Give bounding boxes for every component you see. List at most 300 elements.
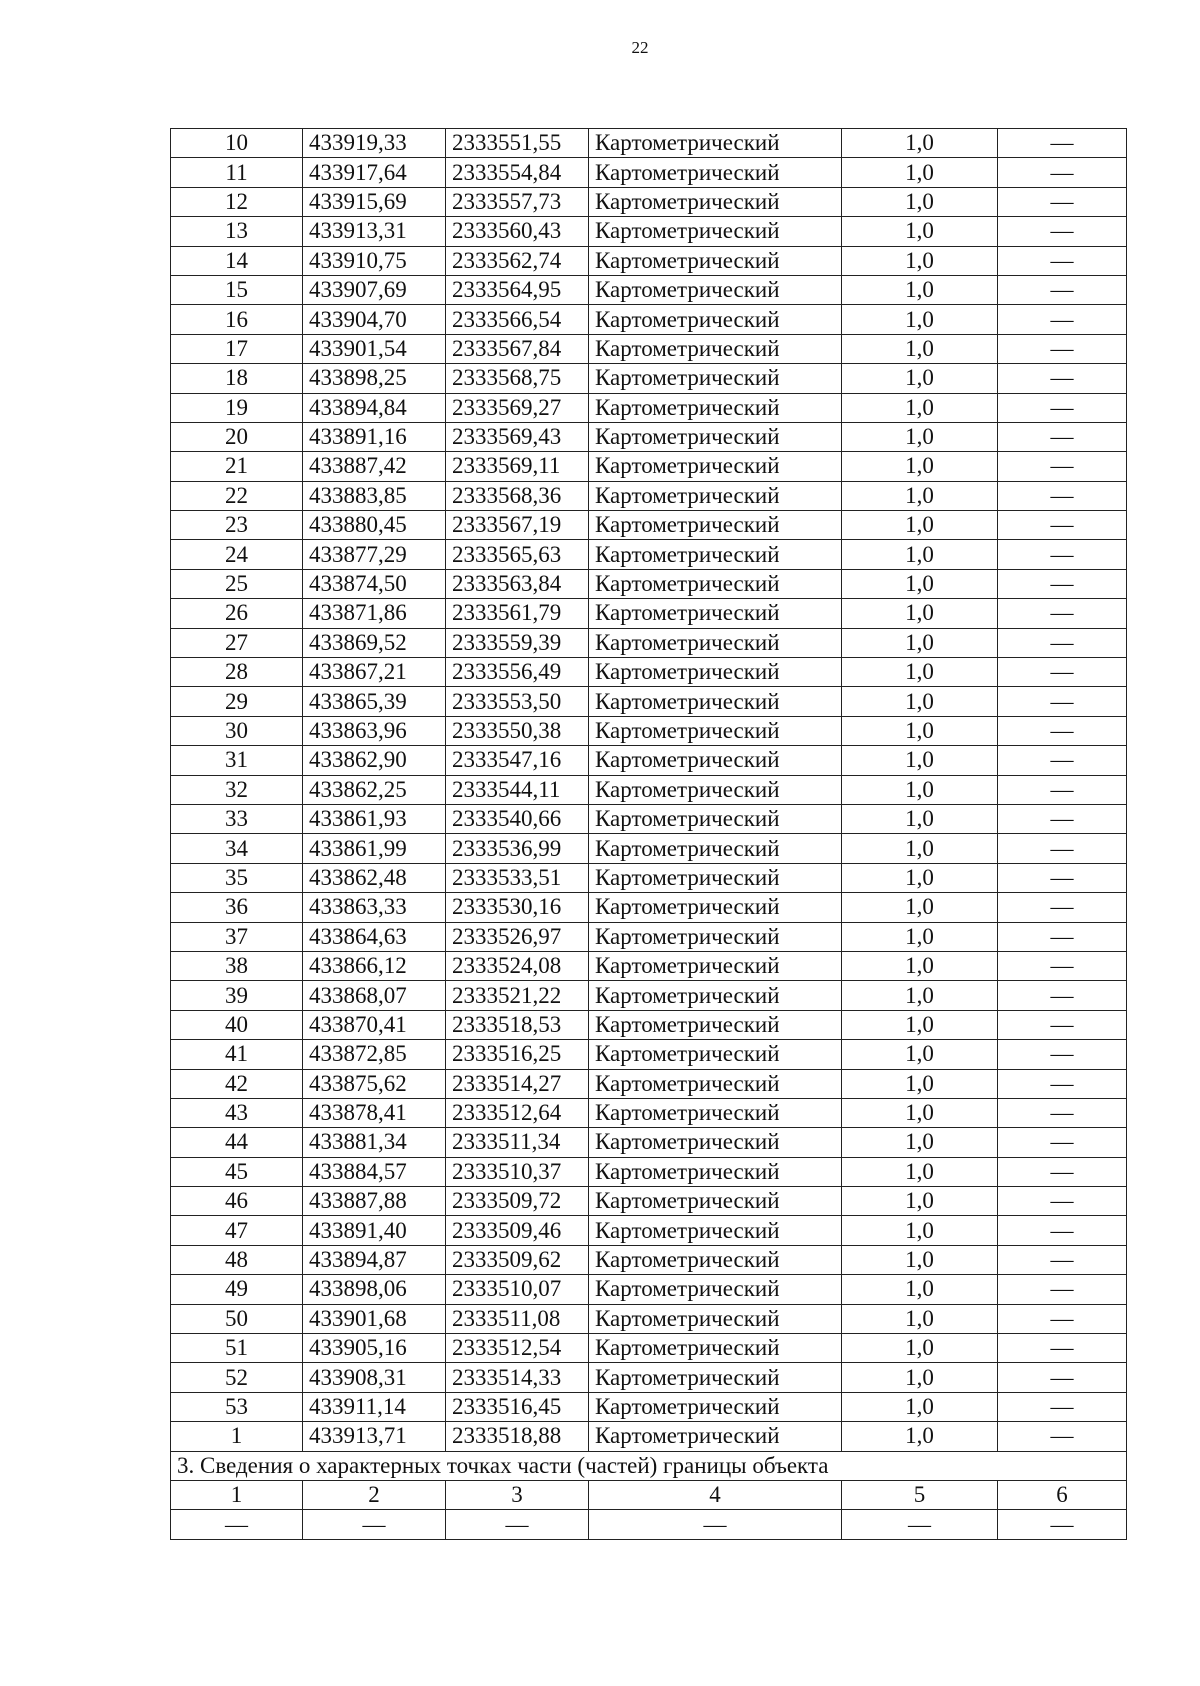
x-coordinate-cell: 433913,31 [303,217,446,246]
description-cell: — [998,1275,1127,1304]
method-cell: Картометрический [589,334,842,363]
accuracy-cell: 1,0 [842,1010,998,1039]
section-3-title: 3. Сведения о характерных точках части (частей) границы объекта [171,1451,1127,1480]
method-cell: Картометрический [589,364,842,393]
page-number: 22 [631,38,649,57]
accuracy-cell: 1,0 [842,746,998,775]
table-row [171,687,1127,716]
method-cell: Картометрический [589,305,842,334]
table-row [171,540,1127,569]
description-cell: — [998,334,1127,363]
x-coordinate-cell: 433863,96 [303,716,446,745]
point-number-cell: 24 [171,540,303,569]
y-coordinate-cell: 2333518,88 [446,1422,589,1451]
description-cell: — [998,981,1127,1010]
table-row [171,1098,1127,1127]
description-cell: — [998,187,1127,216]
method-cell: Картометрический [589,628,842,657]
method-cell: Картометрический [589,1128,842,1157]
section-3-empty-row [171,1510,1127,1539]
y-coordinate-cell: 2333511,08 [446,1304,589,1333]
accuracy-cell: 1,0 [842,452,998,481]
accuracy-cell: 1,0 [842,334,998,363]
point-number-cell: 29 [171,687,303,716]
accuracy-cell: 1,0 [842,687,998,716]
table-row [171,1187,1127,1216]
table-row [171,1157,1127,1186]
description-cell: — [998,716,1127,745]
table-row [171,511,1127,540]
accuracy-cell: 1,0 [842,569,998,598]
method-cell: Картометрический [589,804,842,833]
accuracy-cell: 1,0 [842,129,998,158]
description-cell: — [998,746,1127,775]
table-row [171,1363,1127,1392]
table-row [171,1040,1127,1069]
table-row [171,599,1127,628]
description-cell: — [998,393,1127,422]
y-coordinate-cell: 2333568,75 [446,364,589,393]
table-row [171,569,1127,598]
method-cell: Картометрический [589,1422,842,1451]
x-coordinate-cell: 433862,48 [303,863,446,892]
description-cell: — [998,217,1127,246]
method-cell: Картометрический [589,1275,842,1304]
description-cell: — [998,246,1127,275]
y-coordinate-cell: 2333544,11 [446,775,589,804]
x-coordinate-cell: 433863,33 [303,893,446,922]
description-cell: — [998,275,1127,304]
x-coordinate-cell: 433898,25 [303,364,446,393]
point-number-cell: 40 [171,1010,303,1039]
section-3-title-row [171,1451,1127,1480]
point-number-cell: 38 [171,951,303,980]
x-coordinate-cell: 433898,06 [303,1275,446,1304]
y-coordinate-cell: 2333565,63 [446,540,589,569]
point-number-cell: 13 [171,217,303,246]
description-cell: — [998,1216,1127,1245]
point-number-cell: 12 [171,187,303,216]
y-coordinate-cell: 2333540,66 [446,804,589,833]
point-number-cell: 48 [171,1245,303,1274]
accuracy-cell: 1,0 [842,1128,998,1157]
accuracy-cell: 1,0 [842,1334,998,1363]
description-cell: — [998,658,1127,687]
method-cell: Картометрический [589,658,842,687]
method-cell: Картометрический [589,393,842,422]
x-coordinate-cell: 433891,16 [303,422,446,451]
x-coordinate-cell: 433871,86 [303,599,446,628]
method-cell: Картометрический [589,481,842,510]
table-row [171,1422,1127,1451]
y-coordinate-cell: 2333569,11 [446,452,589,481]
y-coordinate-cell: 2333561,79 [446,599,589,628]
y-coordinate-cell: 2333511,34 [446,1128,589,1157]
method-cell: Картометрический [589,540,842,569]
table-row [171,951,1127,980]
accuracy-cell: 1,0 [842,364,998,393]
accuracy-cell: 1,0 [842,217,998,246]
column-number-cell: 6 [998,1480,1127,1509]
description-cell: — [998,569,1127,598]
point-number-cell: 23 [171,511,303,540]
x-coordinate-cell: 433894,87 [303,1245,446,1274]
accuracy-cell: 1,0 [842,1157,998,1186]
table-row [171,305,1127,334]
table-row [171,452,1127,481]
x-coordinate-cell: 433908,31 [303,1363,446,1392]
method-cell: Картометрический [589,599,842,628]
accuracy-cell: 1,0 [842,305,998,334]
y-coordinate-cell: 2333509,62 [446,1245,589,1274]
description-cell: — [998,1363,1127,1392]
y-coordinate-cell: 2333510,37 [446,1157,589,1186]
x-coordinate-cell: 433862,25 [303,775,446,804]
x-coordinate-cell: 433917,64 [303,158,446,187]
method-cell: Картометрический [589,187,842,216]
accuracy-cell: 1,0 [842,1069,998,1098]
x-coordinate-cell: 433894,84 [303,393,446,422]
x-coordinate-cell: 433865,39 [303,687,446,716]
method-cell: Картометрический [589,275,842,304]
accuracy-cell: 1,0 [842,804,998,833]
table-row [171,804,1127,833]
method-cell: Картометрический [589,1216,842,1245]
empty-dash-cell: — [303,1510,446,1539]
table-row [171,1069,1127,1098]
accuracy-cell: 1,0 [842,1363,998,1392]
point-number-cell: 27 [171,628,303,657]
description-cell: — [998,158,1127,187]
method-cell: Картометрический [589,1157,842,1186]
description-cell: — [998,775,1127,804]
method-cell: Картометрический [589,246,842,275]
table-row [171,129,1127,158]
method-cell: Картометрический [589,1040,842,1069]
table-row [171,334,1127,363]
x-coordinate-cell: 433919,33 [303,129,446,158]
method-cell: Картометрический [589,422,842,451]
accuracy-cell: 1,0 [842,716,998,745]
point-number-cell: 30 [171,716,303,745]
y-coordinate-cell: 2333524,08 [446,951,589,980]
point-number-cell: 10 [171,129,303,158]
x-coordinate-cell: 433883,85 [303,481,446,510]
y-coordinate-cell: 2333550,38 [446,716,589,745]
x-coordinate-cell: 433904,70 [303,305,446,334]
description-cell: — [998,1245,1127,1274]
description-cell: — [998,1157,1127,1186]
y-coordinate-cell: 2333559,39 [446,628,589,657]
accuracy-cell: 1,0 [842,981,998,1010]
accuracy-cell: 1,0 [842,187,998,216]
method-cell: Картометрический [589,217,842,246]
x-coordinate-cell: 433901,54 [303,334,446,363]
column-number-cell: 2 [303,1480,446,1509]
x-coordinate-cell: 433887,88 [303,1187,446,1216]
x-coordinate-cell: 433915,69 [303,187,446,216]
point-number-cell: 15 [171,275,303,304]
method-cell: Картометрический [589,1010,842,1039]
method-cell: Картометрический [589,158,842,187]
accuracy-cell: 1,0 [842,1422,998,1451]
x-coordinate-cell: 433913,71 [303,1422,446,1451]
point-number-cell: 33 [171,804,303,833]
description-cell: — [998,1334,1127,1363]
point-number-cell: 28 [171,658,303,687]
method-cell: Картометрический [589,893,842,922]
description-cell: — [998,305,1127,334]
table-row [171,658,1127,687]
method-cell: Картометрический [589,1098,842,1127]
table-row [171,393,1127,422]
accuracy-cell: 1,0 [842,422,998,451]
table-row [171,481,1127,510]
point-number-cell: 1 [171,1422,303,1451]
accuracy-cell: 1,0 [842,863,998,892]
description-cell: — [998,1040,1127,1069]
point-number-cell: 25 [171,569,303,598]
method-cell: Картометрический [589,746,842,775]
point-number-cell: 42 [171,1069,303,1098]
table-row [171,187,1127,216]
y-coordinate-cell: 2333526,97 [446,922,589,951]
point-number-cell: 20 [171,422,303,451]
point-number-cell: 46 [171,1187,303,1216]
accuracy-cell: 1,0 [842,158,998,187]
table-row [171,1304,1127,1333]
y-coordinate-cell: 2333509,46 [446,1216,589,1245]
method-cell: Картометрический [589,922,842,951]
x-coordinate-cell: 433878,41 [303,1098,446,1127]
description-cell: — [998,1422,1127,1451]
description-cell: — [998,628,1127,657]
x-coordinate-cell: 433861,93 [303,804,446,833]
description-cell: — [998,922,1127,951]
table-row [171,981,1127,1010]
accuracy-cell: 1,0 [842,834,998,863]
accuracy-cell: 1,0 [842,951,998,980]
point-number-cell: 31 [171,746,303,775]
x-coordinate-cell: 433887,42 [303,452,446,481]
x-coordinate-cell: 433881,34 [303,1128,446,1157]
table-row [171,746,1127,775]
y-coordinate-cell: 2333547,16 [446,746,589,775]
x-coordinate-cell: 433870,41 [303,1010,446,1039]
accuracy-cell: 1,0 [842,1187,998,1216]
table-row [171,1010,1127,1039]
point-number-cell: 52 [171,1363,303,1392]
description-cell: — [998,540,1127,569]
description-cell: — [998,422,1127,451]
method-cell: Картометрический [589,1392,842,1421]
accuracy-cell: 1,0 [842,1098,998,1127]
table-row [171,834,1127,863]
y-coordinate-cell: 2333569,43 [446,422,589,451]
y-coordinate-cell: 2333514,27 [446,1069,589,1098]
y-coordinate-cell: 2333510,07 [446,1275,589,1304]
description-cell: — [998,129,1127,158]
point-number-cell: 32 [171,775,303,804]
description-cell: — [998,893,1127,922]
accuracy-cell: 1,0 [842,511,998,540]
method-cell: Картометрический [589,1363,842,1392]
point-number-cell: 18 [171,364,303,393]
y-coordinate-cell: 2333518,53 [446,1010,589,1039]
point-number-cell: 17 [171,334,303,363]
empty-dash-cell: — [446,1510,589,1539]
y-coordinate-cell: 2333553,50 [446,687,589,716]
accuracy-cell: 1,0 [842,775,998,804]
section-3 [171,1451,1127,1539]
table-row [171,275,1127,304]
y-coordinate-cell: 2333566,54 [446,305,589,334]
y-coordinate-cell: 2333557,73 [446,187,589,216]
y-coordinate-cell: 2333521,22 [446,981,589,1010]
column-number-cell: 4 [589,1480,842,1509]
table-row [171,863,1127,892]
description-cell: — [998,1187,1127,1216]
description-cell: — [998,511,1127,540]
description-cell: — [998,834,1127,863]
description-cell: — [998,452,1127,481]
y-coordinate-cell: 2333516,25 [446,1040,589,1069]
table-row [171,1275,1127,1304]
method-cell: Картометрический [589,1304,842,1333]
y-coordinate-cell: 2333516,45 [446,1392,589,1421]
x-coordinate-cell: 433868,07 [303,981,446,1010]
description-cell: — [998,1304,1127,1333]
y-coordinate-cell: 2333554,84 [446,158,589,187]
y-coordinate-cell: 2333512,54 [446,1334,589,1363]
point-number-cell: 49 [171,1275,303,1304]
point-number-cell: 51 [171,1334,303,1363]
method-cell: Картометрический [589,569,842,598]
method-cell: Картометрический [589,1245,842,1274]
table-row [171,775,1127,804]
x-coordinate-cell: 433880,45 [303,511,446,540]
y-coordinate-cell: 2333536,99 [446,834,589,863]
point-number-cell: 26 [171,599,303,628]
y-coordinate-cell: 2333512,64 [446,1098,589,1127]
y-coordinate-cell: 2333551,55 [446,129,589,158]
y-coordinate-cell: 2333567,19 [446,511,589,540]
point-number-cell: 47 [171,1216,303,1245]
accuracy-cell: 1,0 [842,658,998,687]
point-number-cell: 16 [171,305,303,334]
description-cell: — [998,1392,1127,1421]
description-cell: — [998,481,1127,510]
method-cell: Картометрический [589,511,842,540]
method-cell: Картометрический [589,1187,842,1216]
method-cell: Картометрический [589,452,842,481]
table-row [171,628,1127,657]
section-3-header-row [171,1480,1127,1509]
y-coordinate-cell: 2333564,95 [446,275,589,304]
table-row [171,1392,1127,1421]
x-coordinate-cell: 433862,90 [303,746,446,775]
table-row [171,246,1127,275]
accuracy-cell: 1,0 [842,481,998,510]
description-cell: — [998,804,1127,833]
empty-dash-cell: — [842,1510,998,1539]
point-number-cell: 35 [171,863,303,892]
y-coordinate-cell: 2333562,74 [446,246,589,275]
method-cell: Картометрический [589,981,842,1010]
x-coordinate-cell: 433905,16 [303,1334,446,1363]
y-coordinate-cell: 2333567,84 [446,334,589,363]
accuracy-cell: 1,0 [842,393,998,422]
table-row [171,922,1127,951]
method-cell: Картометрический [589,775,842,804]
point-number-cell: 41 [171,1040,303,1069]
y-coordinate-cell: 2333563,84 [446,569,589,598]
description-cell: — [998,364,1127,393]
accuracy-cell: 1,0 [842,922,998,951]
point-number-cell: 19 [171,393,303,422]
method-cell: Картометрический [589,951,842,980]
point-number-cell: 34 [171,834,303,863]
accuracy-cell: 1,0 [842,1392,998,1421]
point-number-cell: 50 [171,1304,303,1333]
y-coordinate-cell: 2333556,49 [446,658,589,687]
accuracy-cell: 1,0 [842,1304,998,1333]
description-cell: — [998,1128,1127,1157]
method-cell: Картометрический [589,129,842,158]
x-coordinate-cell: 433864,63 [303,922,446,951]
x-coordinate-cell: 433874,50 [303,569,446,598]
point-number-cell: 45 [171,1157,303,1186]
table-row [171,893,1127,922]
description-cell: — [998,951,1127,980]
point-number-cell: 22 [171,481,303,510]
method-cell: Картометрический [589,863,842,892]
description-cell: — [998,1010,1127,1039]
x-coordinate-cell: 433875,62 [303,1069,446,1098]
accuracy-cell: 1,0 [842,599,998,628]
empty-dash-cell: — [171,1510,303,1539]
table-row [171,1334,1127,1363]
description-cell: — [998,1069,1127,1098]
method-cell: Картометрический [589,834,842,863]
accuracy-cell: 1,0 [842,893,998,922]
table-row [171,1128,1127,1157]
table-row [171,716,1127,745]
x-coordinate-cell: 433891,40 [303,1216,446,1245]
y-coordinate-cell: 2333569,27 [446,393,589,422]
x-coordinate-cell: 433869,52 [303,628,446,657]
method-cell: Картометрический [589,687,842,716]
column-number-cell: 1 [171,1480,303,1509]
coordinates-table [170,128,1127,1540]
point-number-cell: 53 [171,1392,303,1421]
point-number-cell: 36 [171,893,303,922]
accuracy-cell: 1,0 [842,1245,998,1274]
description-cell: — [998,863,1127,892]
description-cell: — [998,1098,1127,1127]
x-coordinate-cell: 433901,68 [303,1304,446,1333]
point-number-cell: 37 [171,922,303,951]
x-coordinate-cell: 433911,14 [303,1392,446,1421]
accuracy-cell: 1,0 [842,275,998,304]
table-row [171,1245,1127,1274]
x-coordinate-cell: 433867,21 [303,658,446,687]
accuracy-cell: 1,0 [842,1216,998,1245]
point-number-cell: 43 [171,1098,303,1127]
point-number-cell: 11 [171,158,303,187]
accuracy-cell: 1,0 [842,540,998,569]
accuracy-cell: 1,0 [842,1275,998,1304]
